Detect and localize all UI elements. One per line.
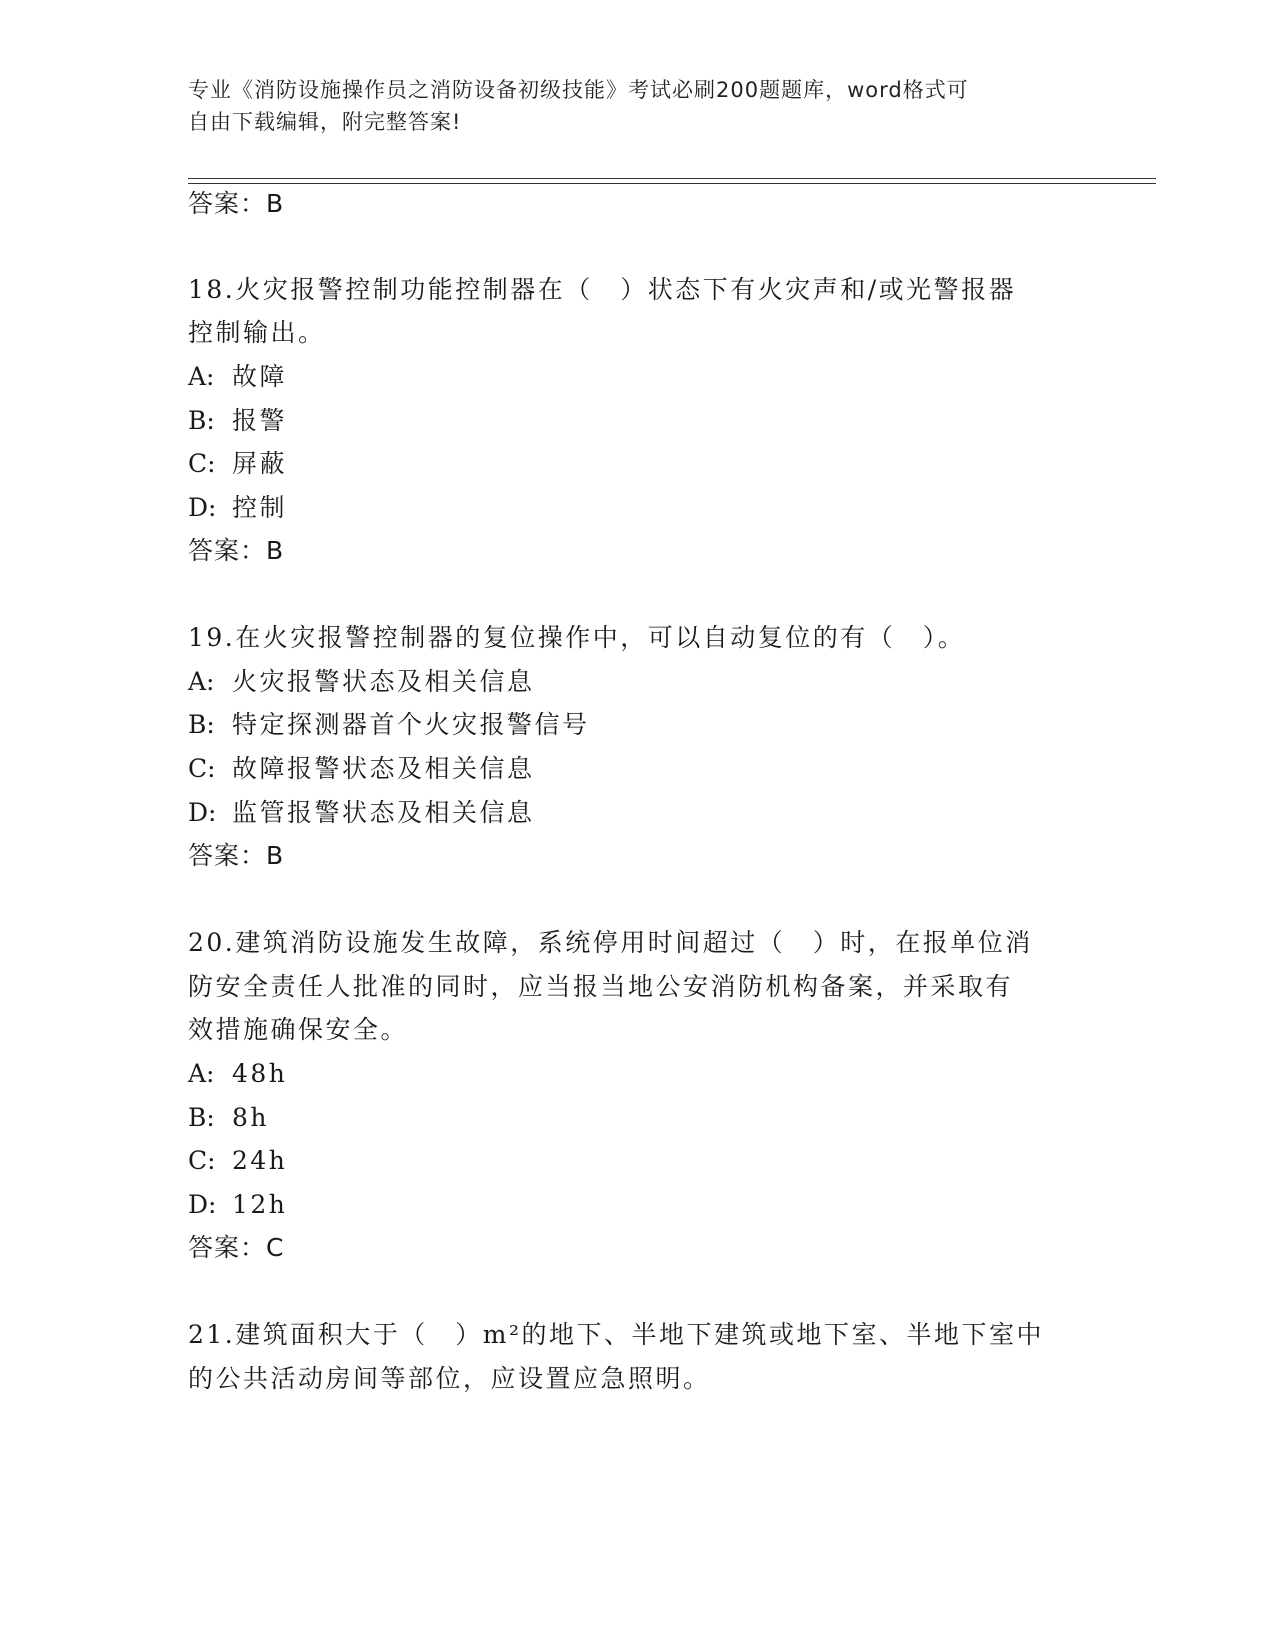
option-text: 12h [232,1190,288,1219]
question-21-line-1: 21.建筑面积大于（ ）m²的地下、半地下建筑或地下室、半地下室中 [188,1320,1044,1349]
option-text: 监管报警状态及相关信息 [232,798,535,827]
option-text: 报警 [232,406,288,435]
option-text: 屏蔽 [232,449,288,478]
question-19-answer: 答案：B [188,841,285,870]
option-text: 特定探测器首个火灾报警信号 [232,710,590,739]
option-text: 控制 [232,493,288,522]
option-letter: C: [188,449,216,478]
previous-answer: 答案：B [188,189,285,218]
header-line-1: 专业《消防设施操作员之消防设备初级技能》考试必刷200题题库，word格式可 [188,78,969,102]
option-letter: B: [188,406,215,435]
question-20-option-a [188,1058,287,1090]
question-18-option-a [188,361,287,393]
option-text: 故障报警状态及相关信息 [232,754,535,783]
question-19-option-c [188,753,535,785]
option-text: 48h [232,1059,288,1088]
header-divider [188,178,1156,179]
question-20-line-2: 防安全责任人批准的同时，应当报当地公安消防机构备案，并采取有 [188,972,1014,1001]
header-divider-secondary [188,183,1156,184]
document-header [188,74,1068,138]
option-letter: A: [188,362,215,391]
option-letter: B: [188,710,215,739]
question-20-line-1: 20.建筑消防设施发生故障，系统停用时间超过（ ）时，在报单位消 [188,928,1033,957]
option-letter: A: [188,1059,215,1088]
question-20-option-d [188,1189,287,1221]
question-20-answer: 答案：C [188,1233,285,1262]
question-19-option-b [188,709,590,741]
option-letter: D: [188,798,217,827]
option-letter: C: [188,1146,216,1175]
question-18-line-1: 18.火灾报警控制功能控制器在（ ）状态下有火灾声和/或光警报器 [188,275,1017,304]
question-21-line-2: 的公共活动房间等部位，应设置应急照明。 [188,1364,711,1393]
question-18-option-c [188,448,287,480]
question-19-line-1: 19.在火灾报警控制器的复位操作中，可以自动复位的有（ ）。 [188,623,966,652]
question-20-option-c [188,1145,287,1177]
option-letter: C: [188,754,216,783]
question-18-line-2: 控制输出。 [188,318,326,347]
question-18-option-b [188,405,287,437]
question-20-line-3: 效措施确保安全。 [188,1015,409,1044]
option-letter: B: [188,1103,215,1132]
option-letter: A: [188,667,215,696]
option-text: 24h [232,1146,288,1175]
question-19-option-d [188,797,535,829]
question-20-option-b [188,1102,269,1134]
question-18-option-d [188,492,287,524]
option-text: 8h [232,1103,270,1132]
question-18-answer: 答案：B [188,536,285,565]
option-letter: D: [188,1190,217,1219]
question-19-option-a [188,666,535,698]
option-letter: D: [188,493,217,522]
option-text: 火灾报警状态及相关信息 [232,667,535,696]
header-line-2: 自由下载编辑，附完整答案! [188,110,462,134]
option-text: 故障 [232,362,288,391]
